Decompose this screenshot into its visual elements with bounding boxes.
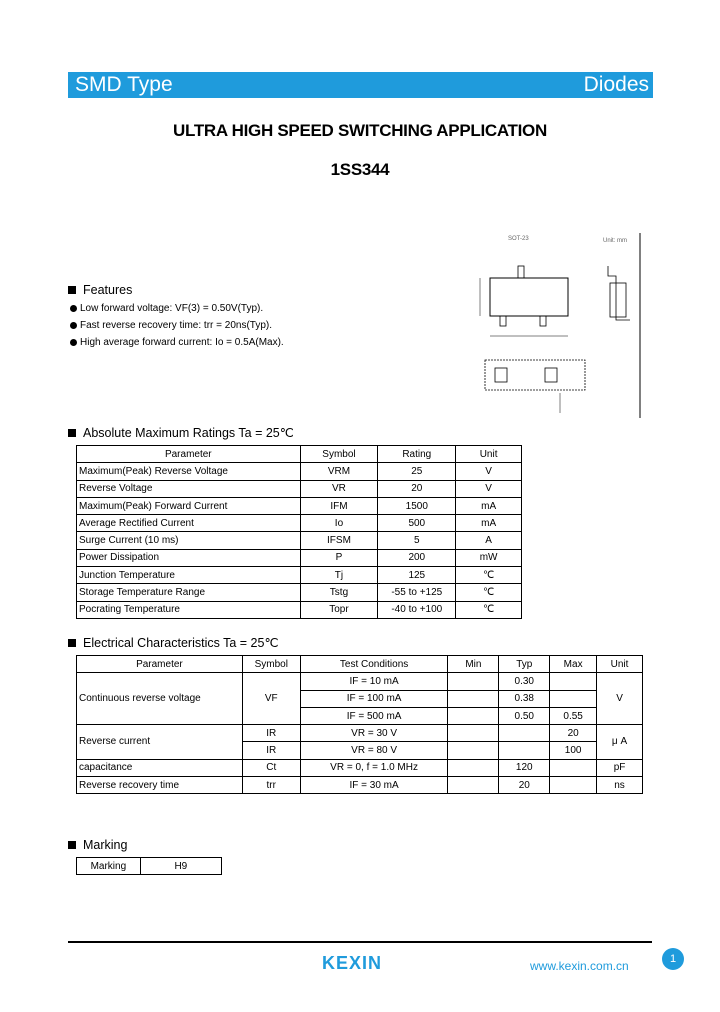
square-bullet-icon xyxy=(68,429,76,437)
rating-cell: 500 xyxy=(378,515,456,532)
max-cell xyxy=(550,759,597,776)
unit-cell: mW xyxy=(456,549,522,566)
footer-divider xyxy=(68,941,652,943)
param-cell: Reverse current xyxy=(77,725,243,760)
max-cell xyxy=(550,690,597,707)
table-row xyxy=(77,532,522,549)
table-row xyxy=(77,584,522,601)
cond-cell: IF = 30 mA xyxy=(300,777,448,794)
min-cell xyxy=(448,759,499,776)
unit-cell: V xyxy=(456,480,522,497)
param-cell: Reverse recovery time xyxy=(77,777,243,794)
col-header: Parameter xyxy=(77,446,301,463)
features-heading xyxy=(68,283,132,297)
square-bullet-icon xyxy=(68,639,76,647)
min-cell xyxy=(448,725,499,742)
param-cell: Average Rectified Current xyxy=(77,515,301,532)
unit-cell: pF xyxy=(597,759,643,776)
bullet-icon xyxy=(70,305,77,312)
feature-item xyxy=(70,303,263,314)
symbol-cell: Topr xyxy=(300,601,378,618)
unit-cell: mA xyxy=(456,515,522,532)
unit-cell: ℃ xyxy=(456,567,522,584)
min-cell xyxy=(448,690,499,707)
symbol-cell: Io xyxy=(300,515,378,532)
param-cell: Maximum(Peak) Reverse Voltage xyxy=(77,463,301,480)
cond-cell: IF = 100 mA xyxy=(300,690,448,707)
param-cell: Pocrating Temperature xyxy=(77,601,301,618)
typ-cell: 120 xyxy=(499,759,550,776)
table-header-row xyxy=(77,656,643,673)
typ-cell: 20 xyxy=(499,777,550,794)
features-heading-text: Features xyxy=(83,283,133,297)
table-row xyxy=(77,759,643,776)
square-bullet-icon xyxy=(68,841,76,849)
bullet-icon xyxy=(70,339,77,346)
feature-text: High average forward current: Io = 0.5A(Max). xyxy=(80,337,284,348)
col-header: Parameter xyxy=(77,656,243,673)
cond-cell: IF = 500 mA xyxy=(300,707,448,724)
symbol-cell: IFSM xyxy=(300,532,378,549)
feature-text: Low forward voltage: VF(3) = 0.50V(Typ). xyxy=(80,303,264,314)
col-header: Symbol xyxy=(242,656,300,673)
col-header: Symbol xyxy=(300,446,378,463)
page-title: ULTRA HIGH SPEED SWITCHING APPLICATION xyxy=(173,121,547,140)
typ-cell: 0.50 xyxy=(499,707,550,724)
symbol-cell: IR xyxy=(242,725,300,742)
rating-cell: 20 xyxy=(378,480,456,497)
website-url[interactable]: www.kexin.com.cn xyxy=(530,959,629,973)
param-cell: Storage Temperature Range xyxy=(77,584,301,601)
unit-cell: mA xyxy=(456,497,522,514)
cond-cell: IF = 10 mA xyxy=(300,673,448,690)
elec-table xyxy=(76,655,643,794)
table-header-row xyxy=(77,446,522,463)
min-cell xyxy=(448,707,499,724)
feature-text: Fast reverse recovery time: trr = 20ns(Typ). xyxy=(80,320,272,331)
unit-cell: μ A xyxy=(597,725,643,760)
page-number: 1 xyxy=(662,948,684,970)
bullet-icon xyxy=(70,322,77,329)
cond-cell: VR = 0, f = 1.0 MHz xyxy=(300,759,448,776)
marking-heading-text: Marking xyxy=(83,838,128,852)
cond-cell: VR = 30 V xyxy=(300,725,448,742)
rating-cell: 25 xyxy=(378,463,456,480)
col-header: Max xyxy=(550,656,597,673)
col-header: Test Conditions xyxy=(300,656,448,673)
param-cell: Power Dissipation xyxy=(77,549,301,566)
unit-cell: A xyxy=(456,532,522,549)
rating-cell: -40 to +100 xyxy=(378,601,456,618)
col-header: Typ xyxy=(499,656,550,673)
table-row xyxy=(77,725,643,742)
symbol-cell: IR xyxy=(242,742,300,759)
table-row xyxy=(77,567,522,584)
table-row xyxy=(77,673,643,690)
table-row xyxy=(77,515,522,532)
header-category: SMD Type xyxy=(75,73,173,96)
abs-max-heading xyxy=(68,425,294,440)
min-cell xyxy=(448,777,499,794)
unit-cell: V xyxy=(456,463,522,480)
table-row xyxy=(77,497,522,514)
param-cell: Maximum(Peak) Forward Current xyxy=(77,497,301,514)
abs-max-heading-text: Absolute Maximum Ratings Ta = 25℃ xyxy=(83,426,294,440)
symbol-cell: P xyxy=(300,549,378,566)
marking-heading xyxy=(68,838,127,852)
table-row xyxy=(77,480,522,497)
typ-cell: 0.38 xyxy=(499,690,550,707)
symbol-cell: Tj xyxy=(300,567,378,584)
symbol-cell: Ct xyxy=(242,759,300,776)
marking-value: H9 xyxy=(140,858,221,875)
col-header: Unit xyxy=(597,656,643,673)
symbol-cell: VF xyxy=(242,673,300,725)
unit-cell: ℃ xyxy=(456,584,522,601)
header-bar xyxy=(68,72,653,98)
package-unit: Unit: mm xyxy=(603,238,627,244)
marking-table xyxy=(76,857,222,875)
marking-label: Marking xyxy=(77,858,141,875)
col-header: Rating xyxy=(378,446,456,463)
max-cell: 20 xyxy=(550,725,597,742)
unit-cell: ns xyxy=(597,777,643,794)
max-cell: 0.55 xyxy=(550,707,597,724)
package-outline-drawing xyxy=(460,228,660,418)
feature-item xyxy=(70,320,272,331)
typ-cell xyxy=(499,742,550,759)
typ-cell: 0.30 xyxy=(499,673,550,690)
square-bullet-icon xyxy=(68,286,76,294)
elec-heading xyxy=(68,635,278,650)
symbol-cell: VRM xyxy=(300,463,378,480)
header-type: Diodes xyxy=(583,73,649,96)
table-row xyxy=(77,549,522,566)
abs-max-table xyxy=(76,445,522,619)
typ-cell xyxy=(499,725,550,742)
min-cell xyxy=(448,673,499,690)
param-cell: Reverse Voltage xyxy=(77,480,301,497)
rating-cell: 5 xyxy=(378,532,456,549)
package-name: SOT-23 xyxy=(508,236,529,242)
part-number: 1SS344 xyxy=(330,160,390,179)
min-cell xyxy=(448,742,499,759)
table-row xyxy=(77,463,522,480)
param-cell: capacitance xyxy=(77,759,243,776)
rating-cell: 200 xyxy=(378,549,456,566)
symbol-cell: Tstg xyxy=(300,584,378,601)
unit-cell: V xyxy=(597,673,643,725)
col-header: Min xyxy=(448,656,499,673)
cond-cell: VR = 80 V xyxy=(300,742,448,759)
symbol-cell: IFM xyxy=(300,497,378,514)
symbol-cell: trr xyxy=(242,777,300,794)
kexin-logo: KEXIN xyxy=(322,953,383,973)
max-cell: 100 xyxy=(550,742,597,759)
param-cell: Junction Temperature xyxy=(77,567,301,584)
param-cell: Surge Current (10 ms) xyxy=(77,532,301,549)
max-cell xyxy=(550,777,597,794)
rating-cell: -55 to +125 xyxy=(378,584,456,601)
unit-cell: ℃ xyxy=(456,601,522,618)
param-cell: Continuous reverse voltage xyxy=(77,673,243,725)
table-row xyxy=(77,777,643,794)
abs-max-body xyxy=(77,463,522,619)
max-cell xyxy=(550,673,597,690)
table-row xyxy=(77,858,222,875)
elec-heading-text: Electrical Characteristics Ta = 25℃ xyxy=(83,636,279,650)
feature-item xyxy=(70,337,284,348)
symbol-cell: VR xyxy=(300,480,378,497)
col-header: Unit xyxy=(456,446,522,463)
rating-cell: 125 xyxy=(378,567,456,584)
table-row xyxy=(77,601,522,618)
rating-cell: 1500 xyxy=(378,497,456,514)
